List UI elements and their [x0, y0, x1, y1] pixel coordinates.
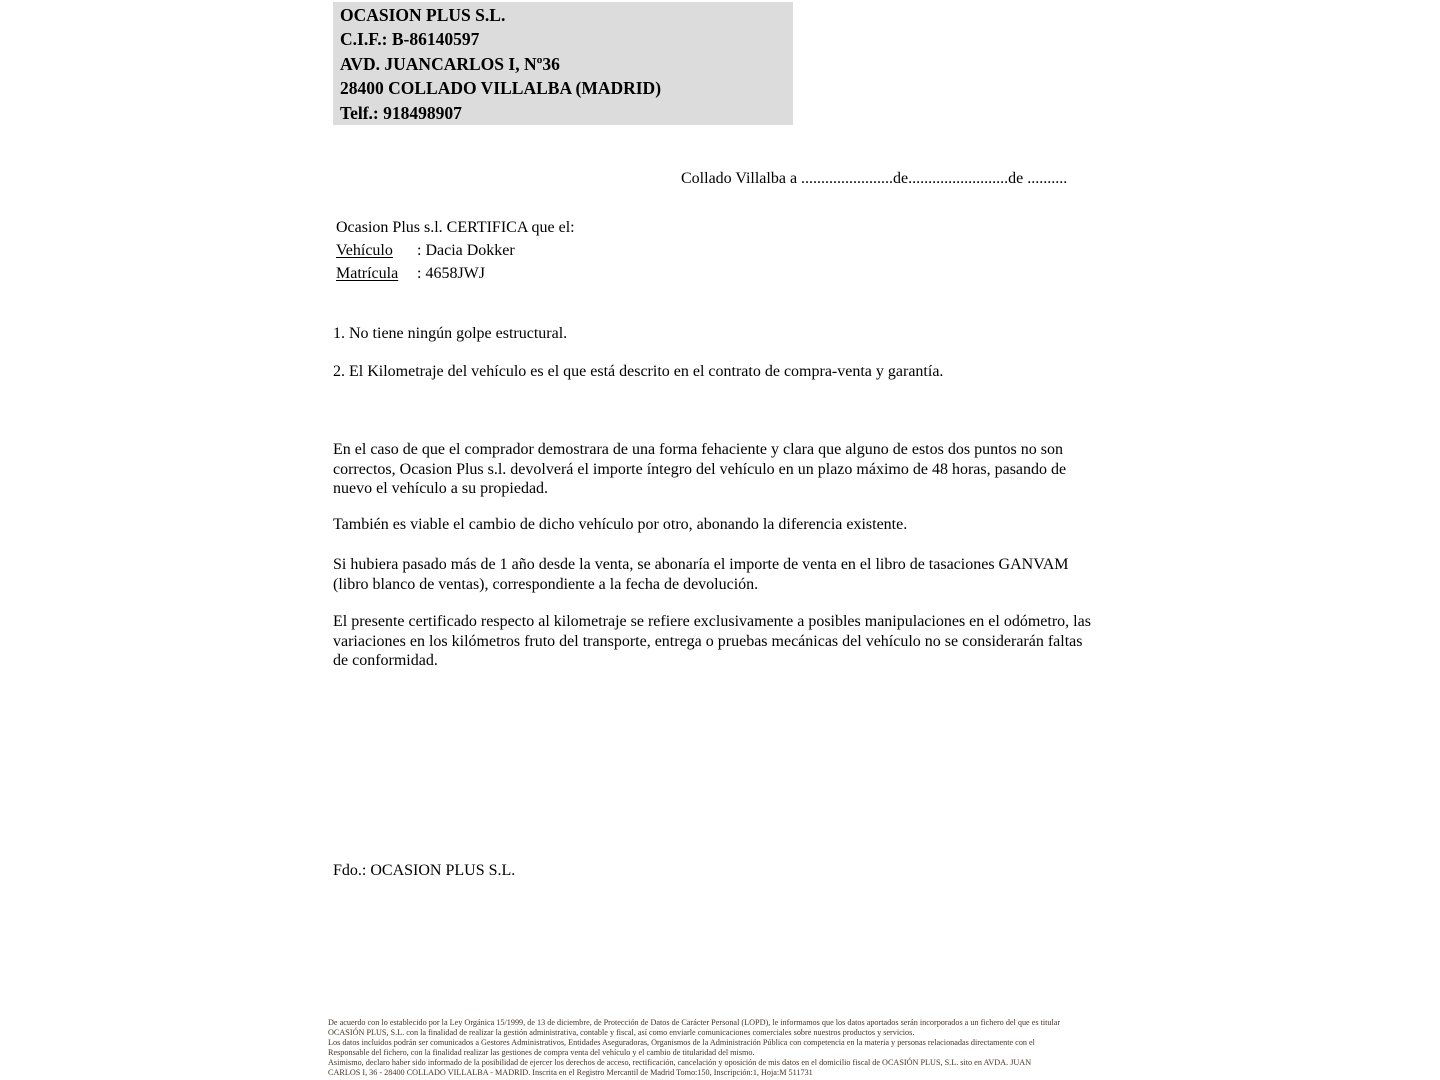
vehicle-label-text: Vehículo — [336, 242, 393, 260]
date-fill-in-line: Collado Villalba a .......................de.........................de .......... — [681, 170, 1068, 187]
fine-print-line-4: Responsable del fichero, con la finalidad realizar las gestiones de compra venta del vehículo y el cambio de titularidad del mismo. — [328, 1048, 755, 1058]
clause-2-mileage: 2. El Kilometraje del vehículo es el que está descrito en el contrato de compra-venta y garantía. — [333, 363, 944, 380]
fine-print-line-3: Los datos incluidos podrán ser comunicados a Gestores Administrativos, Entidades Aseguradoras, Organismos de la Administración Pública con competencia en la materia y personas relacionadas directamente con el — [328, 1038, 1035, 1048]
plate-label — [336, 262, 417, 285]
company-address: AVD. JUANCARLOS I, Nº36 — [340, 53, 560, 74]
plate-field — [336, 262, 575, 285]
plate-label-text: Matrícula — [336, 265, 399, 283]
signature-line: Fdo.: OCASION PLUS S.L. — [333, 862, 516, 879]
vehicle-label — [336, 239, 417, 262]
paragraph-exchange-option: También es viable el cambio de dicho vehículo por otro, abonando la diferencia existente. — [333, 516, 908, 533]
vehicle-value: : Dacia Dokker — [417, 242, 515, 260]
fine-print-line-2: OCASIÓN PLUS, S.L. con la finalidad de realizar la gestión administrativa, contable y fiscal, así como enviarle comunicaciones comerciales sobre nuestros productos y servicios. — [328, 1028, 915, 1038]
paragraph-refund-policy: En el caso de que el comprador demostrara de una forma fehaciente y clara que alguno de estos dos puntos no son correctos, Ocasion Plus s.l. devolverá el importe íntegro del vehículo en un plazo máximo de 48 horas, pasando de nuevo el vehículo a su propiedad. — [333, 441, 1067, 497]
clause-1-no-structural-damage: 1. No tiene ningún golpe estructural. — [333, 325, 568, 342]
paragraph-odometer-disclaimer: El presente certificado respecto al kilometraje se refiere exclusivamente a posibles manipulaciones en el odómetro, las variaciones en los kilómetros fruto del transporte, entrega o pruebas mecánicas del vehículo no se considerarán faltas de conformidad. — [333, 613, 1091, 669]
company-cif: C.I.F.: B-86140597 — [340, 29, 480, 50]
certify-intro: Ocasion Plus s.l. CERTIFICA que el: — [336, 219, 575, 236]
paragraph-ganvam-valuation: Si hubiera pasado más de 1 año desde la venta, se abonaría el importe de venta en el libro de tasaciones GANVAM (libro blanco de ventas), correspondiente a la fecha de devolución. — [333, 556, 1069, 593]
legal-fine-print — [328, 1018, 1118, 1079]
plate-value: : 4658JWJ — [417, 265, 485, 283]
company-phone: Telf.: 918498907 — [340, 102, 462, 123]
company-header-box — [333, 2, 793, 125]
company-name: OCASION PLUS S.L. — [340, 5, 506, 25]
fine-print-line-6: CARLOS I, 36 - 28400 COLLADO VILLALBA - MADRID. Inscrita en el Registro Mercantil de Madrid Tomo:150, Inscripción:1, Hoja:M 511731 — [328, 1068, 813, 1078]
certify-block — [336, 216, 575, 286]
fine-print-line-1: De acuerdo con lo establecido por la Ley Orgánica 15/1999, de 13 de diciembre, de Protección de Datos de Carácter Personal (LOPD), le informamos que los datos aportados serán incorporados a un fichero del que es titular — [328, 1018, 1061, 1027]
company-city: 28400 COLLADO VILLALBA (MADRID) — [340, 78, 662, 99]
vehicle-field — [336, 239, 575, 262]
fine-print-line-5: Asimismo, declaro haber sido informado de la posibilidad de ejercer los derechos de acceso, rectificación, cancelación y oposición de mis datos en el domicilio fiscal de OCASIÓN PLUS, S.L. sito en AVDA. JUAN — [328, 1058, 1032, 1068]
